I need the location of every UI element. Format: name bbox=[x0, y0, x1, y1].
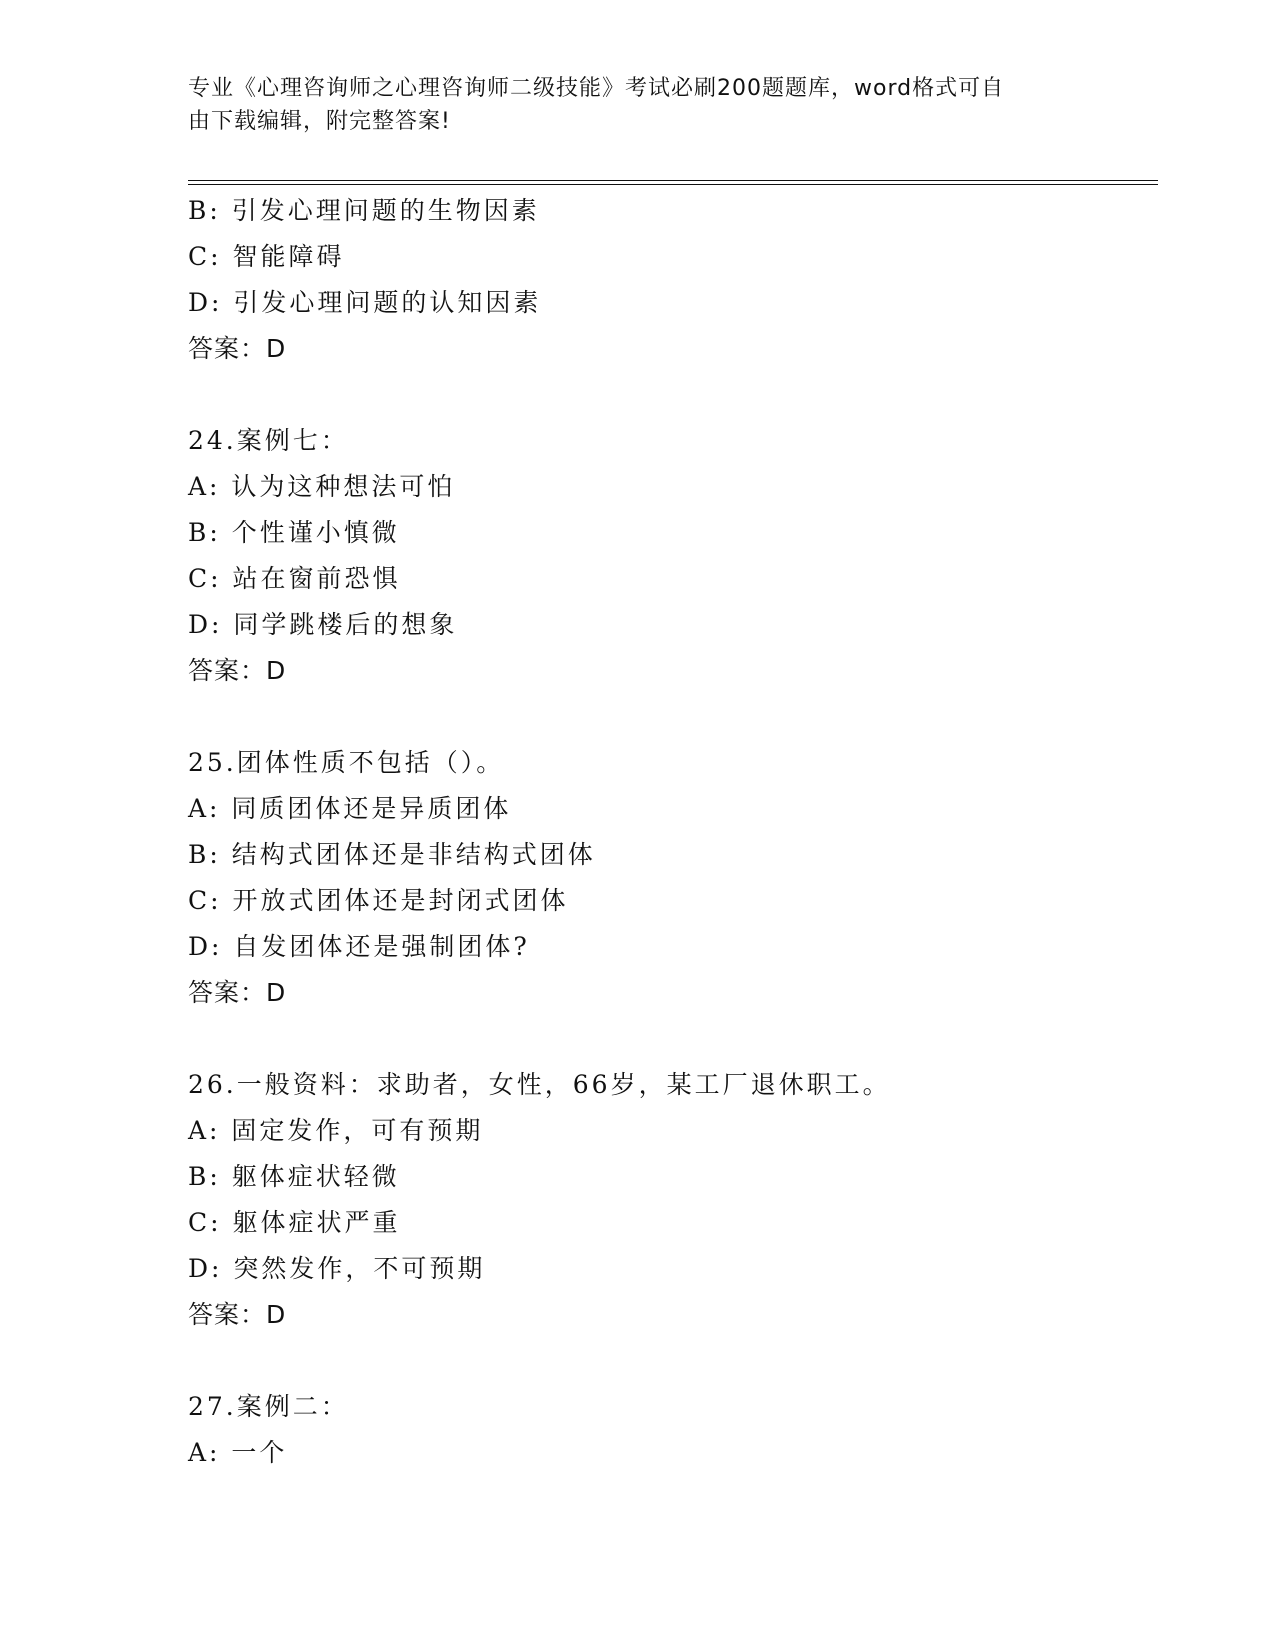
header-line-1: 专业《心理咨询师之心理咨询师二级技能》考试必刷200题题库，word格式可自 bbox=[188, 76, 1005, 101]
option-b: B: 引发心理问题的生物因素 bbox=[188, 196, 540, 225]
option-c: C: 开放式团体还是封闭式团体 bbox=[188, 886, 569, 915]
question-stem: 27.案例二： bbox=[188, 1392, 349, 1421]
option-d: D: 突然发作，不可预期 bbox=[188, 1254, 486, 1283]
option-a: A: 固定发作，可有预期 bbox=[188, 1116, 484, 1145]
answer-line: 答案：D bbox=[188, 978, 287, 1007]
question-27 bbox=[188, 1384, 1148, 1476]
question-continued bbox=[188, 188, 1148, 372]
spacer bbox=[188, 1016, 1148, 1062]
option-d: D: 自发团体还是强制团体? bbox=[188, 932, 530, 961]
option-a: A: 同质团体还是异质团体 bbox=[188, 794, 512, 823]
spacer bbox=[188, 694, 1148, 740]
option-a: A: 认为这种想法可怕 bbox=[188, 472, 456, 501]
question-stem: 26.一般资料：求助者，女性，66岁，某工厂退休职工。 bbox=[188, 1070, 891, 1099]
header-divider-bottom bbox=[188, 184, 1158, 185]
question-stem: 25.团体性质不包括（）。 bbox=[188, 748, 505, 777]
header-line-2: 由下载编辑，附完整答案! bbox=[188, 109, 451, 134]
option-a: A: 一个 bbox=[188, 1438, 288, 1467]
question-stem: 24.案例七： bbox=[188, 426, 349, 455]
option-b: B: 结构式团体还是非结构式团体 bbox=[188, 840, 596, 869]
answer-line: 答案：D bbox=[188, 334, 287, 363]
option-b: B: 个性谨小慎微 bbox=[188, 518, 400, 547]
header-divider-top bbox=[188, 180, 1158, 181]
question-24 bbox=[188, 418, 1148, 694]
option-c: C: 站在窗前恐惧 bbox=[188, 564, 401, 593]
option-d: D: 同学跳楼后的想象 bbox=[188, 610, 458, 639]
option-d: D: 引发心理问题的认知因素 bbox=[188, 288, 542, 317]
option-c: C: 智能障碍 bbox=[188, 242, 345, 271]
option-c: C: 躯体症状严重 bbox=[188, 1208, 401, 1237]
spacer bbox=[188, 372, 1148, 418]
document-header bbox=[188, 72, 1068, 138]
spacer bbox=[188, 1338, 1148, 1384]
question-25 bbox=[188, 740, 1148, 1016]
option-b: B: 躯体症状轻微 bbox=[188, 1162, 400, 1191]
answer-line: 答案：D bbox=[188, 656, 287, 685]
answer-line: 答案：D bbox=[188, 1300, 287, 1329]
question-26 bbox=[188, 1062, 1148, 1338]
question-list bbox=[188, 188, 1148, 1476]
